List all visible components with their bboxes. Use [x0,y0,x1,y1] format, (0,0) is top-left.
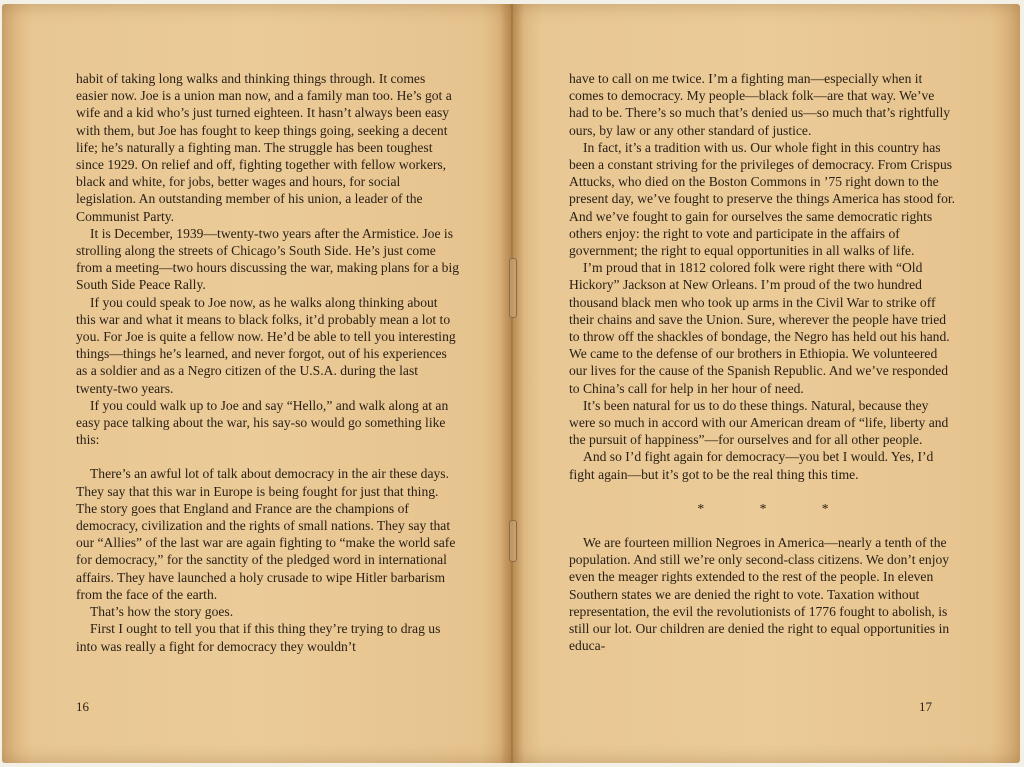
left-paragraph-6: That’s how the story goes. [90,604,234,620]
paragraph-gap [569,517,957,534]
book-gutter [500,4,524,763]
left-paragraph-1: habit of taking long walks and thinking things through. It comes easier now. Joe is a union man now, and a family man too. He’s got a wife and a kid who’s just turned eighteen. It hasn’t always been easy with them, but Joe has fought to keep things going, seeking a decent life; he’s naturally a fighting man. The struggle has been toughest since 1929. On relief and off, fighting together with fellow workers, black and white, for jobs, better wages and hours, for social legislation. An outstanding member of his union, a leader of the Communist Party. [76,71,452,224]
staple-top [509,258,517,318]
left-paragraph-4: If you could walk up to Joe and say “Hello,” and walk along at an easy pace talking about the war, his say-so would go something like this: [76,397,449,448]
right-paragraph-1: have to call on me twice. I’m a fighting man—especially when it comes to democracy. My people—black folk—are that way. We’ve had to be. There’s so much that’s denied us—so much that’s rightfully ours, by law or any other standard of justice. [569,71,951,138]
right-paragraph-3: I’m proud that in 1812 colored folk were right there with “Old Hickory” Jackson at New Orleans. I’m proud of the two hundred thousand black men who took up arms in the Civil War to strike off their chains and save the Union. Sure, wherever the people have tried to throw off the shackles of bondage, the Negro has held out his hand. We came to the defense of our brothers in Ethiopia. We volunteered our lives for the cause of the Spanish Republic. And we’ve responded to China’s call for help in her hour of need. [569,260,950,396]
paragraph-gap [569,483,957,500]
right-paragraph-2: In fact, it’s a tradition with us. Our whole fight in this country has been a constant striving for the privileges of democracy. From Crispus Attucks, who died on the Boston Commons in ’75 right down to the present day, we’ve fought to preserve the things America has stood for. And we’ve fought to gain for ourselves the same democratic rights others enjoy: the right to vote and participate in the affairs of government; the right to equal opportunities in all walks of life. [569,139,956,259]
right-paragraph-4: It’s been natural for us to do these things. Natural, because they were so much in accord with our American dream of “life, liberty and the pursuit of happiness”—for ourselves and for all other people. [569,397,949,448]
right-paragraph-5: And so I’d fight again for democracy—you bet I would. Yes, I’d fight again—but it’s got to be the real thing this time. [569,449,934,482]
left-paragraph-7: First I ought to tell you that if this thing they’re trying to drag us into was really a fight for democracy they wouldn’t [76,621,441,654]
right-page-text [569,70,957,655]
left-page-number: 16 [76,699,89,714]
right-page [511,4,1020,763]
left-paragraph-5: There’s an awful lot of talk about democracy in the air these days. They say that this war in Europe is being fought for just that thing. The story goes that England and France are the champions of democracy, civilization and the rights of small nations. They say that our “Allies” of the last war are again fighting to “make the world safe for democracy,” for the sanctity of the pledged word in international affairs. They have launched a holy crusade to wipe Hitler barbarism from the face of the earth. [76,466,456,602]
left-page [2,4,511,763]
left-page-text [76,70,460,655]
right-page-number: 17 [919,699,932,714]
section-break: * * * [697,500,855,516]
paragraph-gap [76,448,460,465]
right-paragraph-6: We are fourteen million Negroes in America—nearly a tenth of the population. And still we’re only second-class citizens. We don’t enjoy even the meager rights extended to the rest of the people. In eleven Southern states we are denied the right to vote. Taxation without representation, the evil the revolutionists of 1776 fought to abolish, is still our lot. Our children are denied the right to equal opportunities in educa- [569,535,950,654]
left-paragraph-2: It is December, 1939—twenty-two years after the Armistice. Joe is strolling along the streets of Chicago’s South Side. He’s just come from a meeting—two hours discussing the war, making plans for a big South Side Peace Rally. [76,225,460,293]
staple-bottom [509,520,517,562]
left-paragraph-3: If you could speak to Joe now, as he walks along thinking about this war and what it means to black folks, it’d probably mean a lot to you. For Joe is quite a fellow now. He’d be able to tell you interesting things—things he’s learned, and never forgot, out of his experiences as a soldier and as a Negro citizen of the U.S.A. during the last twenty-two years. [76,294,456,396]
